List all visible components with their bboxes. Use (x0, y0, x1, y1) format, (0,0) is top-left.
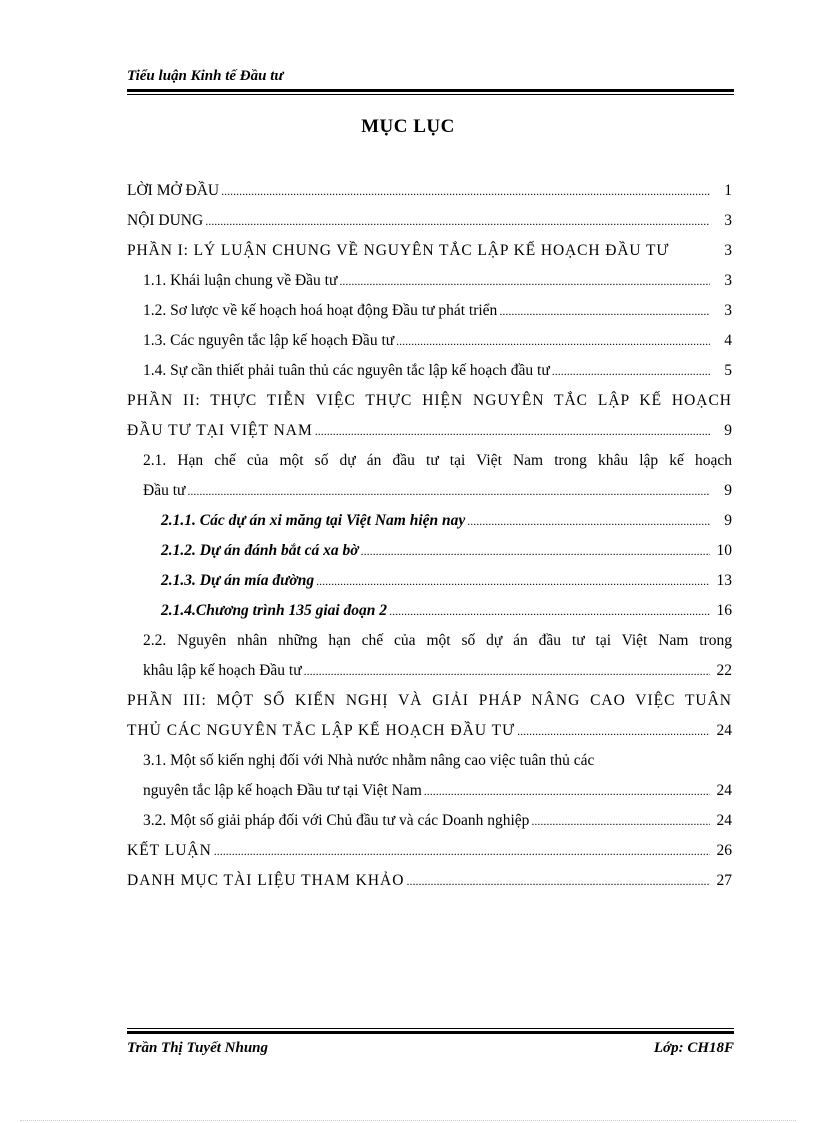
page-header (127, 66, 734, 95)
leader-dots (337, 266, 710, 296)
toc-entry-content[interactable] (127, 206, 732, 236)
leader-dots (529, 806, 710, 836)
toc-entry-text: 2.1.2. Dự án đánh bắt cá xa bờ (161, 542, 359, 559)
toc-entry-page: 24 (716, 782, 732, 799)
toc-entry-part-2[interactable] (127, 386, 732, 446)
toc-entry-page: 4 (724, 332, 732, 349)
toc-entry-part-3[interactable] (127, 686, 732, 746)
toc-entry-page: 9 (724, 482, 732, 499)
toc-entry-page: 24 (716, 812, 732, 829)
toc-entry-1-2[interactable] (127, 296, 732, 326)
toc-entry-page: 22 (716, 662, 732, 679)
toc-entry-text: 1.2. Sơ lược về kế hoạch hoá hoạt động Đầu tư phát triển (143, 302, 498, 319)
footer-rule-thin (127, 1028, 734, 1029)
toc-entry-page: 26 (716, 842, 732, 859)
toc-entry-intro[interactable] (127, 176, 732, 206)
page-bottom-edge (20, 1120, 796, 1121)
leader-dots (550, 356, 710, 386)
toc-entry-page: 16 (716, 602, 732, 619)
toc-entry-page: 3 (724, 242, 732, 259)
toc-entry-text-line-2: THỦ CÁC NGUYÊN TẮC LẬP KẾ HOẠCH ĐẦU TƯ (127, 722, 516, 739)
toc-entry-page: 1 (724, 182, 732, 199)
toc-entry-2-2[interactable] (127, 626, 732, 686)
toc-entry-text-line-1: PHẦN II: THỰC TIỄN VIỆC THỰC HIỆN NGUYÊN TẮC LẬP KẾ HOẠCH (127, 392, 732, 409)
toc-entry-text: DANH MỤC TÀI LIỆU THAM KHẢO (127, 872, 405, 889)
leader-dots (465, 506, 710, 536)
toc-entry-page: 24 (716, 722, 732, 739)
header-rule-thin (127, 94, 734, 95)
toc-entry-conclusion[interactable] (127, 836, 732, 866)
toc-entry-text-line-1: 2.1. Hạn chế của một số dự án đầu tư tại Việt Nam trong khâu lập kế hoạch (143, 452, 732, 469)
toc-entry-page: 9 (724, 512, 732, 529)
toc-entry-1-4[interactable] (127, 356, 732, 386)
toc-entry-2-1-1[interactable] (127, 506, 732, 536)
toc-entry-text-line-2: khâu lập kế hoạch Đầu tư (143, 662, 302, 679)
toc-entry-page: 27 (716, 872, 732, 889)
toc-entry-page: 13 (716, 572, 732, 589)
toc-entry-text: 2.1.4.Chương trình 135 giai đoạn 2 (161, 602, 388, 619)
footer-rule-thick (127, 1031, 734, 1034)
header-rule-thick (127, 89, 734, 92)
toc-entry-text: 1.4. Sự cần thiết phải tuân thủ các nguyên tắc lập kế hoạch đầu tư (143, 362, 550, 379)
toc-entry-text-line-2: ĐẦU TƯ TẠI VIỆT NAM (127, 422, 313, 439)
leader-dots (219, 176, 710, 206)
toc-entry-text: 3.2. Một số giải pháp đối với Chủ đầu tư và các Doanh nghiệp (143, 812, 530, 829)
leader-dots (359, 536, 710, 566)
toc-entry-text: LỜI MỞ ĐẦU (127, 182, 220, 199)
toc-title: MỤC LỤC (361, 116, 455, 137)
leader-dots (515, 716, 710, 746)
footer-author: Trần Thị Tuyết Nhung (127, 1040, 268, 1056)
toc-entry-text: 1.3. Các nguyên tắc lập kế hoạch Đầu tư (143, 332, 395, 349)
toc-entry-3-2[interactable] (127, 806, 732, 836)
toc-entry-2-1-2[interactable] (127, 536, 732, 566)
toc-entry-page: 10 (716, 542, 732, 559)
toc-entry-text: PHẦN I: LÝ LUẬN CHUNG VỀ NGUYÊN TẮC LẬP KẾ HOẠCH ĐẦU TƯ (127, 242, 670, 259)
toc-entry-text-line-2: Đầu tư (143, 482, 186, 499)
toc-entry-text: 2.1.1. Các dự án xi măng tại Việt Nam hiện nay (161, 512, 466, 529)
leader-dots (212, 836, 710, 866)
leader-dots (394, 326, 710, 356)
toc-entry-references[interactable] (127, 866, 732, 896)
toc-entry-page: 3 (724, 302, 732, 319)
toc-entry-1-1[interactable] (127, 266, 732, 296)
toc-entry-2-1-4[interactable] (127, 596, 732, 626)
toc-entry-text: KẾT LUẬN (127, 842, 212, 859)
toc-entry-page: 9 (724, 422, 732, 439)
toc-entry-page: 3 (724, 272, 732, 289)
toc-entry-text-line-1: 3.1. Một số kiến nghị đối với Nhà nước nhằm nâng cao việc tuân thủ các (143, 752, 595, 769)
leader-dots (404, 866, 710, 896)
toc-entry-page: 5 (724, 362, 732, 379)
toc-entry-text: 2.1.3. Dự án mía đường (161, 572, 315, 589)
leader-dots (203, 206, 710, 236)
leader-dots (302, 656, 710, 686)
leader-dots (497, 296, 710, 326)
leader-dots (422, 776, 710, 806)
header-title: Tiểu luận Kinh tế Đầu tư (127, 68, 284, 84)
toc-entry-2-1[interactable] (127, 446, 732, 506)
leader-dots (313, 416, 710, 446)
toc-entry-3-1[interactable] (127, 746, 732, 806)
leader-dots (185, 476, 710, 506)
toc-entry-text-line-1: PHẦN III: MỘT SỐ KIẾN NGHỊ VÀ GIẢI PHÁP NÂNG CAO VIỆC TUÂN (127, 692, 732, 709)
toc-entry-1-3[interactable] (127, 326, 732, 356)
leader-dots (387, 596, 710, 626)
page-footer (127, 1028, 734, 1057)
toc-entry-page: 3 (724, 212, 732, 229)
toc-entry-part-1[interactable] (127, 236, 732, 266)
toc-entry-text: 1.1. Khái luận chung về Đầu tư (143, 272, 338, 289)
footer-class: Lớp: CH18F (653, 1040, 734, 1056)
toc-entry-text-line-1: 2.2. Nguyên nhân những hạn chế của một số dự án đầu tư tại Việt Nam trong (143, 632, 732, 649)
toc-entry-text: NỘI DUNG (127, 212, 204, 229)
leader-dots (314, 566, 710, 596)
toc-entry-2-1-3[interactable] (127, 566, 732, 596)
table-of-contents (127, 176, 732, 896)
toc-entry-text-line-2: nguyên tắc lập kế hoạch Đầu tư tại Việt Nam (143, 782, 422, 799)
